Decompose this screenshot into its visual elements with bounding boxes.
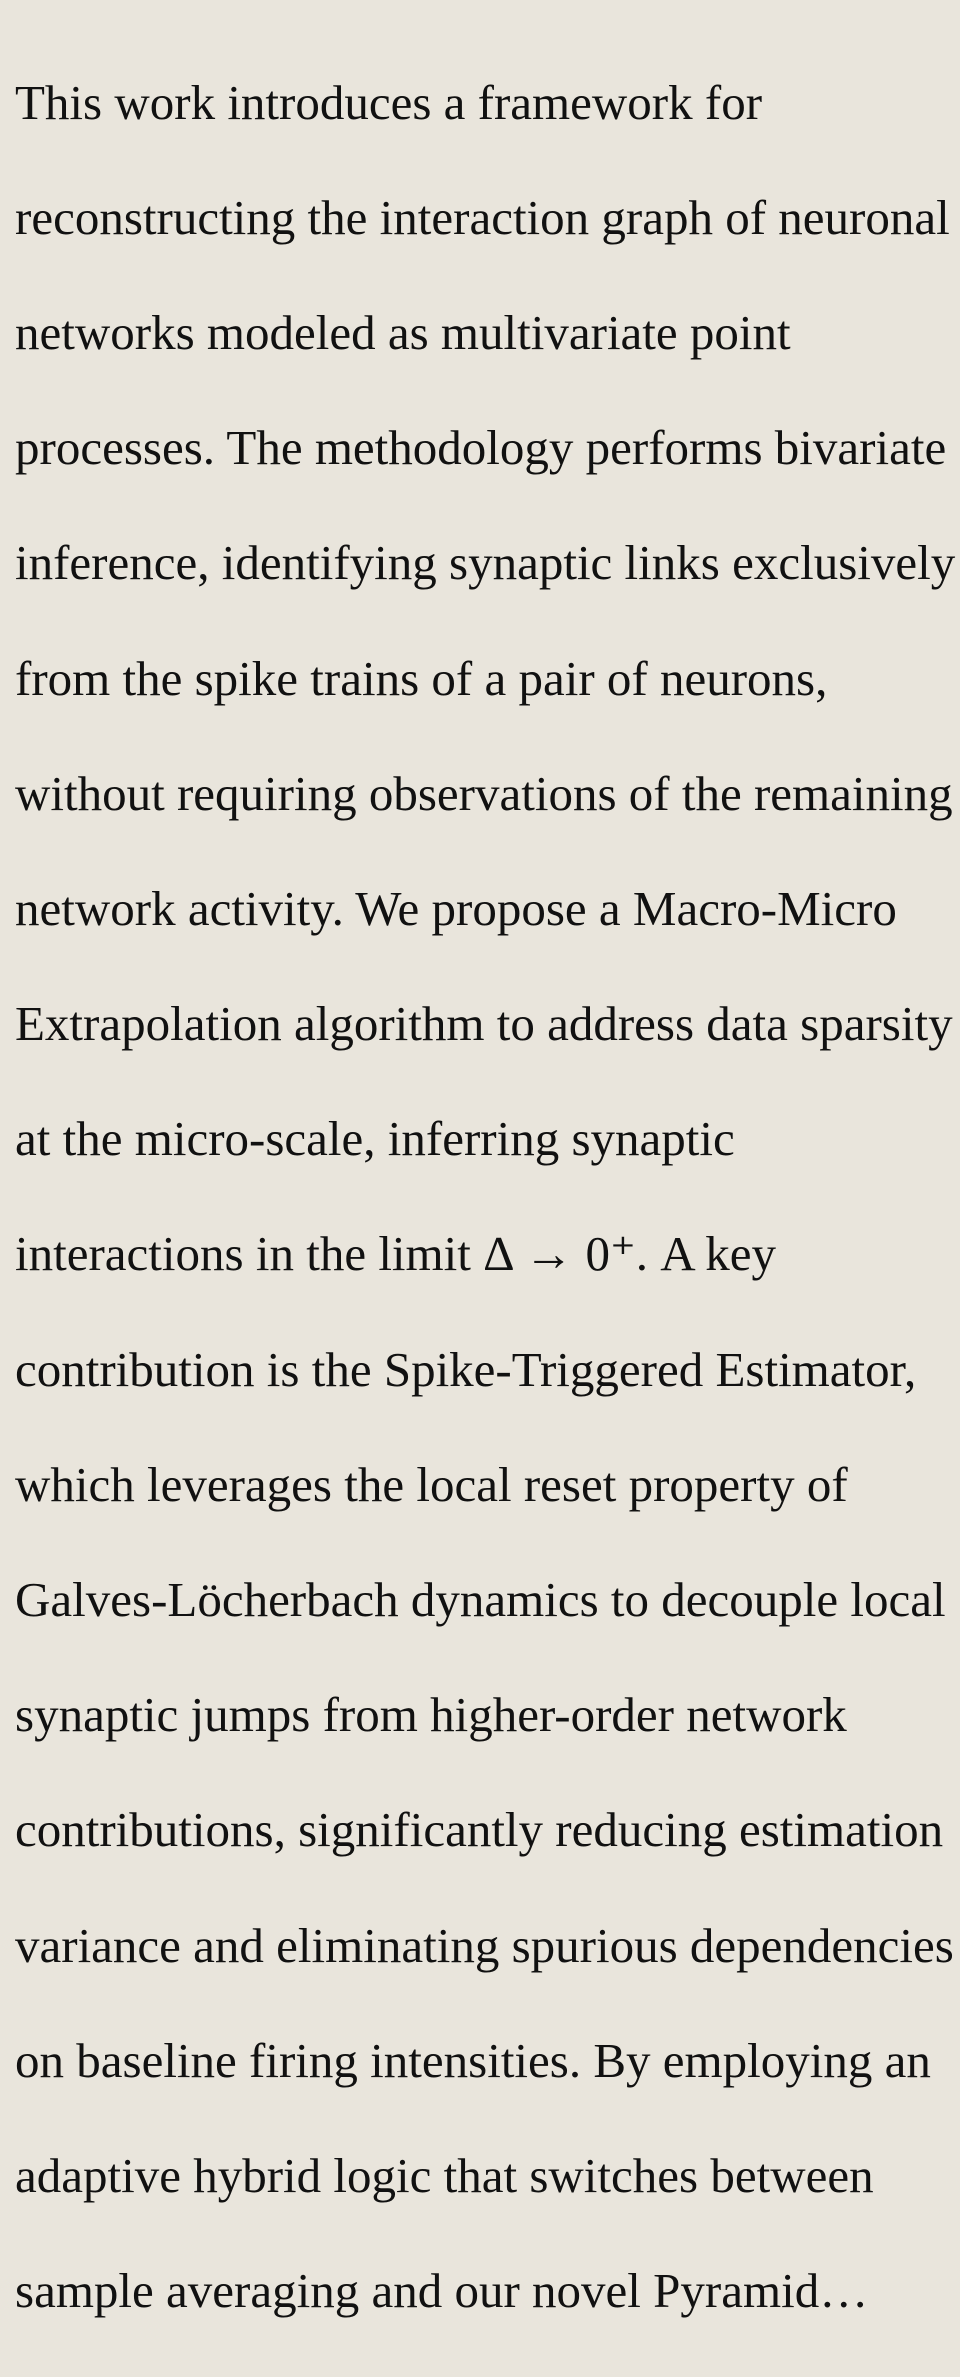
text-line: without requiring observations of the remaining (15, 765, 953, 821)
text-line: processes. The methodology performs bivariate (15, 420, 947, 476)
text-line: This work introduces a framework for (15, 74, 763, 130)
text-line: variance and eliminating spurious dependencies (15, 1917, 954, 1973)
text-line: sample averaging and our novel Pyramid… (15, 2263, 869, 2319)
text-line: Galves-Löcherbach dynamics to decouple local (15, 1572, 946, 1628)
text-line: from the spike trains of a pair of neurons, (15, 650, 828, 706)
abstract-paragraph (15, 16, 956, 2377)
text-line: Extrapolation algorithm to address data sparsity (15, 996, 953, 1052)
text-line: at the micro-scale, inferring synaptic (15, 1111, 735, 1167)
text-line: networks modeled as multivariate point (15, 304, 791, 360)
text-line: contribution is the Spike-Triggered Estimator, (15, 1341, 917, 1397)
text-line: network activity. We propose a Macro-Micro (15, 880, 897, 936)
text-line: on baseline firing intensities. By employing an (15, 2032, 931, 2088)
text-line: interactions in the limit Δ → 0⁺. A key (15, 1226, 776, 1282)
text-line: contributions, significantly reducing estimation (15, 1802, 944, 1858)
text-line: adaptive hybrid logic that switches between (15, 2147, 874, 2203)
text-line: which leverages the local reset property of (15, 1456, 848, 1512)
text-line: reconstructing the interaction graph of neuronal (15, 189, 950, 245)
text-line: inference, identifying synaptic links exclusively (15, 535, 956, 591)
text-line: synaptic jumps from higher-order network (15, 1687, 847, 1743)
